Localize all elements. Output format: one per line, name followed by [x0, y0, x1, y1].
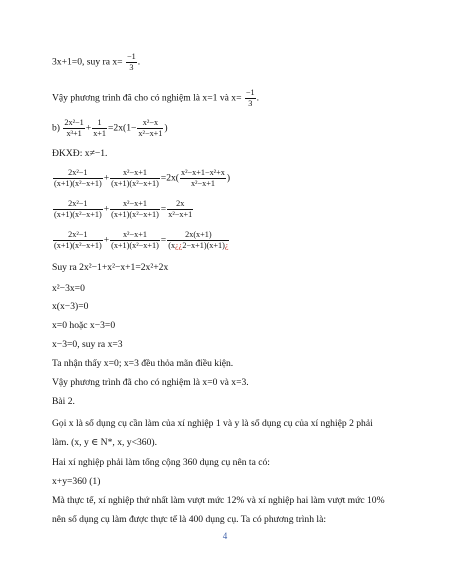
fraction: $\frac{\text{2x²−1}}{\text{(x+1)(x²−x+1)}}$	[54, 230, 102, 250]
dkxd-line: ĐKXĐ: x≠−1.	[52, 148, 108, 159]
fraction: $\frac{2x}{\text{x²−x+1}}$	[168, 199, 193, 219]
glitch-char: ¿	[224, 241, 229, 250]
paragraph-line-5: Mà thực tế, xí nghiệp thứ nhất làm vượt mức 12% và xí nghiệp hai làm vượt mức 10%	[52, 495, 385, 506]
fraction-minus-one-third: $\frac{-1}{3}$	[245, 88, 255, 108]
line-check: Ta nhận thấy x=0; x=3 đều thỏa mãn điều kiện.	[52, 358, 234, 369]
line-3x-plus-1: 3x+1=0, suy ra x= $\frac{-1}{3}$ .	[52, 52, 141, 72]
fraction: $\frac{\text{x²−x+1−x²+x}}{\text{x²−x+1}}$	[181, 168, 225, 188]
paragraph-line-3: Hai xí nghiệp phải làm tổng cộng 360 dụng cụ nên ta có:	[52, 457, 270, 468]
line-step-c: x=0 hoặc x−3=0	[52, 320, 116, 331]
equation-line-1: x+y=360 (1)	[52, 476, 101, 487]
fraction: $\frac{\text{2x²−1}}{\text{(x+1)(x²−x+1)}}$	[54, 168, 102, 188]
fraction: $\frac{\text{2x²−1}}{\text{(x+1)(x²−x+1)}}$	[54, 199, 102, 219]
paragraph-line-6: nên số dụng cụ làm được thực tế là 400 dụng cụ. Ta có phương trình là:	[52, 514, 327, 525]
paragraph-line-2: làm. (x, y ∈ N*, x, y<360).	[52, 437, 157, 448]
equation-step-2: $\frac{\text{2x²−1}}{\text{(x+1)(x²−x+1)}}$ + $\frac{\text{x²−x+1}}{\text{(x+1)(x²−x+1)}}$ = $\frac{2x}{\text{x²−x+1}}$	[54, 199, 193, 219]
equation-step-3: $\frac{\text{2x²−1}}{\text{(x+1)(x²−x+1)}}$ + $\frac{\text{x²−x+1}}{\text{(x+1)(x²−x+1)}}$ = $\frac{2x(x+1)}{(x¿¿2-x+1)(x+1)¿}$	[54, 230, 229, 250]
fraction: $\frac{\text{x²−x}}{\text{x²−x+1}}$	[138, 118, 163, 138]
glitch-char: ¿¿	[175, 241, 183, 250]
line-conclusion-b: Vậy phương trình đã cho có nghiệm là x=0 và x=3.	[52, 377, 249, 388]
fraction: $\frac{\text{x²−x+1}}{\text{(x+1)(x²−x+1)}}$	[111, 168, 159, 188]
line-text: 3x+1=0, suy ra x=	[52, 56, 123, 68]
fraction: $\frac{1}{x+1}$	[93, 118, 106, 138]
fraction: $\frac{\text{2x²−1}}{\text{x³+1}}$	[64, 118, 84, 138]
section-heading-bai-2: Bài 2.	[52, 396, 75, 407]
fraction: $\frac{\text{x²−x+1}}{\text{(x+1)(x²−x+1)}}$	[111, 230, 159, 250]
line-conclusion-a: Vậy phương trình đã cho có nghiệm là x=1 và x= $\frac{-1}{3}$ .	[52, 88, 260, 108]
fraction: $\frac{2x(x+1)}{(x¿¿2-x+1)(x+1)¿}$	[168, 230, 229, 250]
equation-step-1: $\frac{\text{2x²−1}}{\text{(x+1)(x²−x+1)}}$ + $\frac{\text{x²−x+1}}{\text{(x+1)(x²−x+1)}}$ =2x( $\frac{\text{x²−x+1−x²+x}}{\text{x²−x+1}}$ )	[54, 168, 231, 188]
line-step-a: x²−3x=0	[52, 283, 85, 294]
line-step-d: x−3=0, suy ra x=3	[52, 339, 123, 350]
line-text: Vậy phương trình đã cho có nghiệm là x=1 và x=	[52, 92, 242, 104]
paragraph-line-1: Gọi x là số dụng cụ cần làm của xí nghiệp 1 và y là số dụng cụ của xí nghiệp 2 phải	[52, 418, 373, 429]
fraction: $\frac{\text{x²−x+1}}{\text{(x+1)(x²−x+1)}}$	[111, 199, 159, 219]
line-step-b: x(x−3)=0	[52, 301, 89, 312]
fraction-minus-one-third: $\frac{-1}{3}$	[127, 52, 136, 72]
line-suy-ra: Suy ra 2x²−1+x²−x+1=2x²+2x	[52, 262, 169, 273]
part-b-label: b)	[52, 122, 60, 134]
equation-part-b: b) $\frac{\text{2x²−1}}{\text{x³+1}}$ + $\frac{1}{x+1}$ =2x(1− $\frac{\text{x²−x}}{\text{x²−x+1}}$ )	[52, 118, 168, 138]
page-number: 4	[222, 531, 228, 541]
